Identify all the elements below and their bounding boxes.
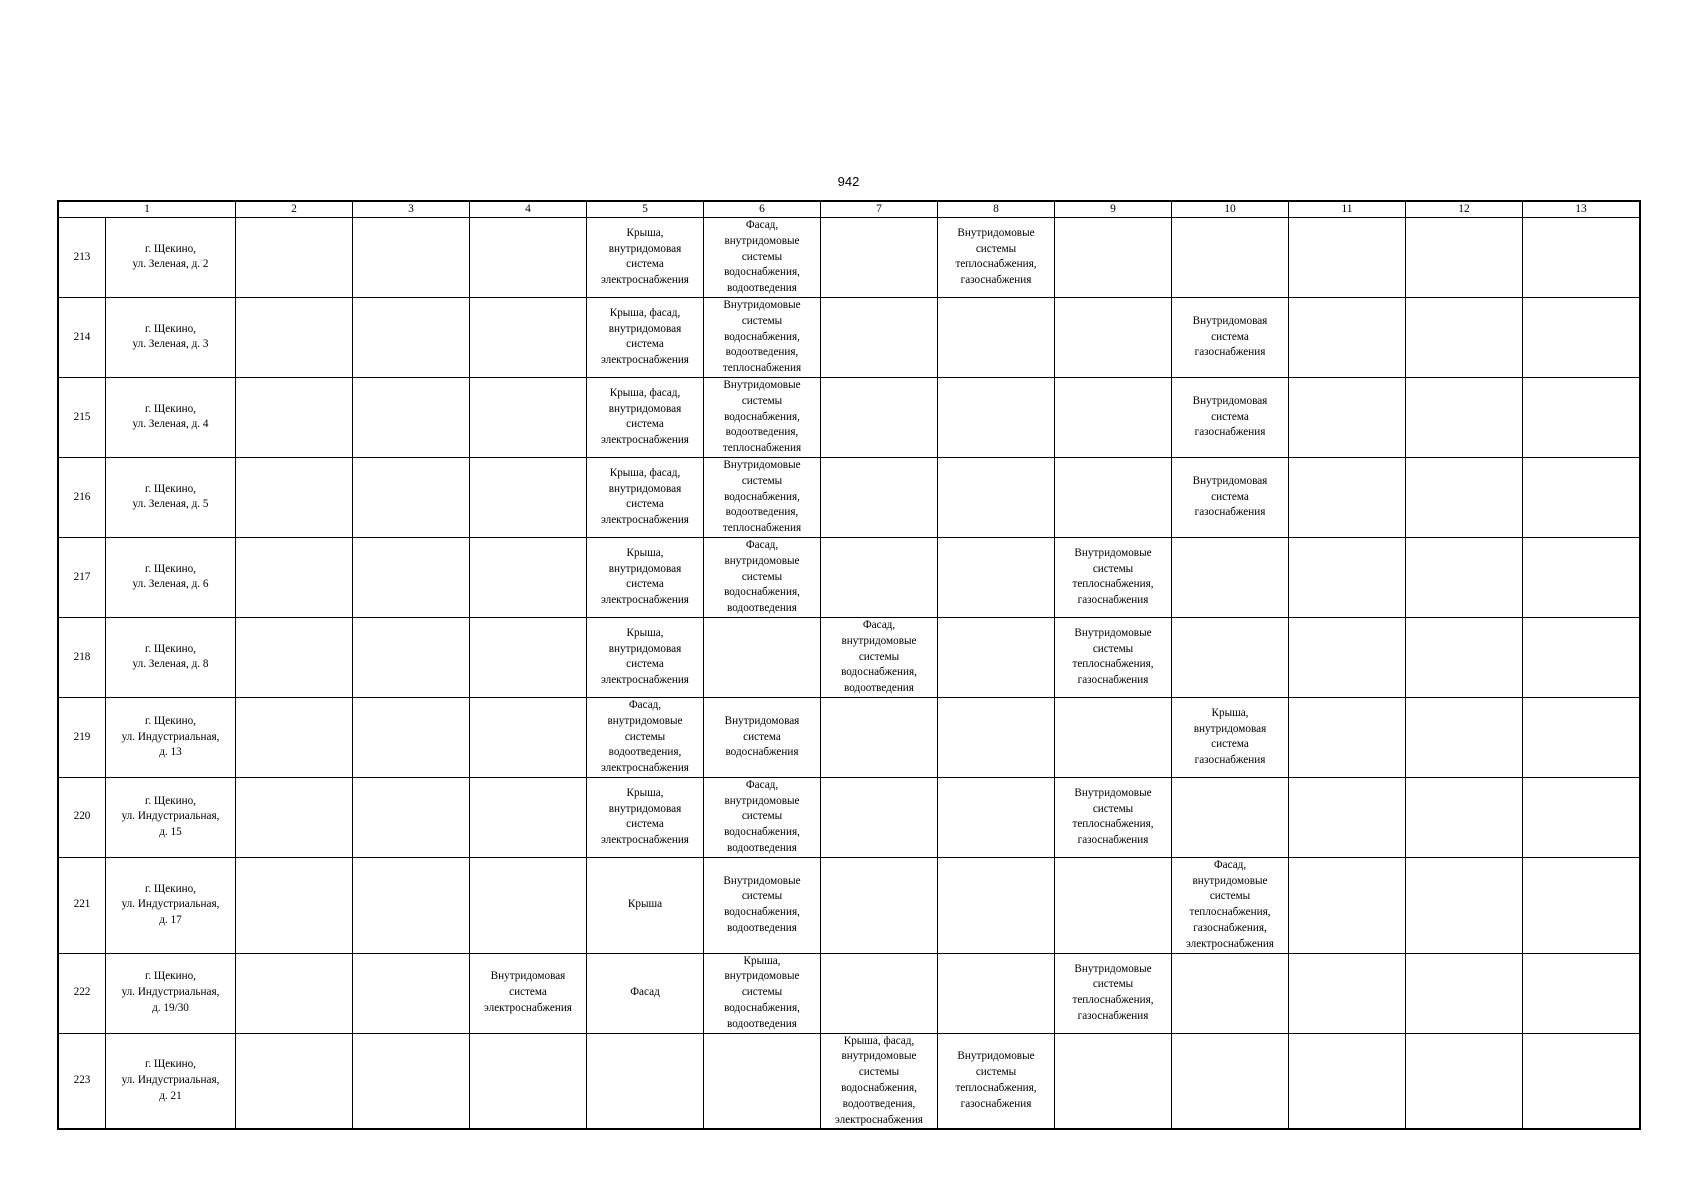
table-row	[59, 953, 1640, 1033]
work-cell-col-2	[236, 1033, 353, 1129]
row-number: 222	[59, 953, 106, 1033]
work-cell-col-8: Внутридомовые системы теплоснабжения, газоснабжения	[938, 1033, 1055, 1129]
work-cell-col-11	[1289, 218, 1406, 298]
table-row	[59, 777, 1640, 857]
work-cell-col-9	[1055, 297, 1172, 377]
work-cell-col-8	[938, 697, 1055, 777]
work-cell-col-4	[470, 617, 587, 697]
work-cell-col-11	[1289, 297, 1406, 377]
work-cell-col-10: Внутридомовая система газоснабжения	[1172, 377, 1289, 457]
work-cell-col-3	[353, 218, 470, 298]
column-number-row	[59, 202, 1640, 218]
work-cell-col-2	[236, 617, 353, 697]
column-header-10: 10	[1172, 202, 1289, 218]
address-cell: г. Щекино, ул. Зеленая, д. 3	[106, 297, 236, 377]
work-cell-col-4: Внутридомовая система электроснабжения	[470, 953, 587, 1033]
work-cell-col-11	[1289, 617, 1406, 697]
work-cell-col-4	[470, 218, 587, 298]
work-cell-col-3	[353, 953, 470, 1033]
column-header-2: 2	[236, 202, 353, 218]
address-cell: г. Щекино, ул. Индустриальная, д. 15	[106, 777, 236, 857]
work-cell-col-13	[1523, 1033, 1640, 1129]
work-cell-col-7	[821, 537, 938, 617]
work-cell-col-3	[353, 457, 470, 537]
work-cell-col-12	[1406, 857, 1523, 953]
column-header-13: 13	[1523, 202, 1640, 218]
work-cell-col-12	[1406, 697, 1523, 777]
work-cell-col-7	[821, 777, 938, 857]
work-cell-col-3	[353, 377, 470, 457]
address-cell: г. Щекино, ул. Зеленая, д. 5	[106, 457, 236, 537]
work-cell-col-5: Крыша, фасад, внутридомовая система электроснабжения	[587, 457, 704, 537]
work-cell-col-13	[1523, 777, 1640, 857]
work-cell-col-7	[821, 377, 938, 457]
address-cell: г. Щекино, ул. Зеленая, д. 2	[106, 218, 236, 298]
work-cell-col-10	[1172, 218, 1289, 298]
work-cell-col-5: Крыша, фасад, внутридомовая система электроснабжения	[587, 297, 704, 377]
address-cell: г. Щекино, ул. Индустриальная, д. 13	[106, 697, 236, 777]
work-cell-col-2	[236, 218, 353, 298]
work-cell-col-2	[236, 697, 353, 777]
work-cell-col-6: Внутридомовые системы водоснабжения, водоотведения	[704, 857, 821, 953]
work-cell-col-9: Внутридомовые системы теплоснабжения, газоснабжения	[1055, 777, 1172, 857]
work-cell-col-12	[1406, 537, 1523, 617]
column-header-3: 3	[353, 202, 470, 218]
work-cell-col-4	[470, 297, 587, 377]
column-header-7: 7	[821, 202, 938, 218]
table-row	[59, 697, 1640, 777]
work-cell-col-13	[1523, 218, 1640, 298]
work-cell-col-9: Внутридомовые системы теплоснабжения, газоснабжения	[1055, 953, 1172, 1033]
work-cell-col-13	[1523, 697, 1640, 777]
work-cell-col-13	[1523, 457, 1640, 537]
work-cell-col-12	[1406, 777, 1523, 857]
work-cell-col-9	[1055, 218, 1172, 298]
work-cell-col-3	[353, 777, 470, 857]
work-cell-col-12	[1406, 457, 1523, 537]
column-header-1: 1	[59, 202, 236, 218]
work-cell-col-9	[1055, 457, 1172, 537]
column-header-12: 12	[1406, 202, 1523, 218]
address-cell: г. Щекино, ул. Зеленая, д. 4	[106, 377, 236, 457]
work-cell-col-4	[470, 377, 587, 457]
work-cell-col-2	[236, 377, 353, 457]
work-cell-col-6	[704, 1033, 821, 1129]
work-cell-col-10: Внутридомовая система газоснабжения	[1172, 457, 1289, 537]
work-cell-col-4	[470, 777, 587, 857]
work-cell-col-5: Крыша, внутридомовая система электроснабжения	[587, 777, 704, 857]
work-cell-col-13	[1523, 953, 1640, 1033]
row-number: 213	[59, 218, 106, 298]
work-cell-col-9	[1055, 857, 1172, 953]
work-cell-col-5: Крыша, внутридомовая система электроснабжения	[587, 218, 704, 298]
work-cell-col-12	[1406, 297, 1523, 377]
work-cell-col-10	[1172, 1033, 1289, 1129]
repair-schedule-table	[58, 201, 1640, 1129]
work-cell-col-11	[1289, 537, 1406, 617]
work-cell-col-11	[1289, 953, 1406, 1033]
work-cell-col-10: Фасад, внутридомовые системы теплоснабжения, газоснабжения, электроснабжения	[1172, 857, 1289, 953]
work-cell-col-7: Фасад, внутридомовые системы водоснабжения, водоотведения	[821, 617, 938, 697]
work-cell-col-7	[821, 697, 938, 777]
work-cell-col-5: Крыша, внутридомовая система электроснабжения	[587, 537, 704, 617]
work-cell-col-8	[938, 857, 1055, 953]
work-cell-col-9: Внутридомовые системы теплоснабжения, газоснабжения	[1055, 617, 1172, 697]
work-cell-col-5: Крыша, фасад, внутридомовая система электроснабжения	[587, 377, 704, 457]
work-cell-col-3	[353, 697, 470, 777]
row-number: 216	[59, 457, 106, 537]
work-cell-col-7: Крыша, фасад, внутридомовые системы водоснабжения, водоотведения, электроснабжения	[821, 1033, 938, 1129]
work-cell-col-5	[587, 1033, 704, 1129]
work-cell-col-3	[353, 537, 470, 617]
work-cell-col-9	[1055, 1033, 1172, 1129]
address-cell: г. Щекино, ул. Индустриальная, д. 17	[106, 857, 236, 953]
table-row	[59, 377, 1640, 457]
row-number: 214	[59, 297, 106, 377]
work-cell-col-11	[1289, 857, 1406, 953]
work-cell-col-2	[236, 777, 353, 857]
page-number: 942	[837, 174, 860, 189]
row-number: 219	[59, 697, 106, 777]
work-cell-col-13	[1523, 377, 1640, 457]
table-row	[59, 218, 1640, 298]
work-cell-col-13	[1523, 857, 1640, 953]
table-row	[59, 1033, 1640, 1129]
column-header-11: 11	[1289, 202, 1406, 218]
row-number: 221	[59, 857, 106, 953]
work-cell-col-7	[821, 857, 938, 953]
work-cell-col-10: Крыша, внутридомовая система газоснабжения	[1172, 697, 1289, 777]
work-cell-col-6: Фасад, внутридомовые системы водоснабжения, водоотведения	[704, 218, 821, 298]
work-cell-col-12	[1406, 1033, 1523, 1129]
row-number: 223	[59, 1033, 106, 1129]
address-cell: г. Щекино, ул. Индустриальная, д. 19/30	[106, 953, 236, 1033]
work-cell-col-7	[821, 457, 938, 537]
work-cell-col-11	[1289, 1033, 1406, 1129]
work-cell-col-3	[353, 857, 470, 953]
row-number: 215	[59, 377, 106, 457]
address-cell: г. Щекино, ул. Зеленая, д. 6	[106, 537, 236, 617]
work-cell-col-8	[938, 297, 1055, 377]
work-cell-col-10	[1172, 537, 1289, 617]
work-cell-col-10	[1172, 617, 1289, 697]
work-cell-col-9	[1055, 377, 1172, 457]
table-body	[59, 202, 1640, 1129]
work-cell-col-7	[821, 297, 938, 377]
work-cell-col-13	[1523, 297, 1640, 377]
work-cell-col-2	[236, 857, 353, 953]
work-cell-col-12	[1406, 953, 1523, 1033]
work-cell-col-8	[938, 617, 1055, 697]
work-cell-col-6: Крыша, внутридомовые системы водоснабжения, водоотведения	[704, 953, 821, 1033]
work-cell-col-2	[236, 953, 353, 1033]
work-cell-col-10	[1172, 953, 1289, 1033]
column-header-9: 9	[1055, 202, 1172, 218]
work-cell-col-8: Внутридомовые системы теплоснабжения, газоснабжения	[938, 218, 1055, 298]
work-cell-col-7	[821, 953, 938, 1033]
work-cell-col-8	[938, 953, 1055, 1033]
address-cell: г. Щекино, ул. Индустриальная, д. 21	[106, 1033, 236, 1129]
work-cell-col-4	[470, 697, 587, 777]
work-cell-col-12	[1406, 377, 1523, 457]
row-number: 218	[59, 617, 106, 697]
work-cell-col-9: Внутридомовые системы теплоснабжения, газоснабжения	[1055, 537, 1172, 617]
work-cell-col-8	[938, 537, 1055, 617]
table-row	[59, 617, 1640, 697]
work-cell-col-11	[1289, 777, 1406, 857]
work-cell-col-2	[236, 537, 353, 617]
work-cell-col-4	[470, 1033, 587, 1129]
work-cell-col-5: Фасад, внутридомовые системы водоотведения, электроснабжения	[587, 697, 704, 777]
column-header-4: 4	[470, 202, 587, 218]
address-cell: г. Щекино, ул. Зеленая, д. 8	[106, 617, 236, 697]
work-cell-col-2	[236, 297, 353, 377]
work-cell-col-12	[1406, 617, 1523, 697]
work-cell-col-6: Внутридомовые системы водоснабжения, водоотведения, теплоснабжения	[704, 297, 821, 377]
work-cell-col-6: Внутридомовая система водоснабжения	[704, 697, 821, 777]
work-cell-col-3	[353, 297, 470, 377]
work-cell-col-4	[470, 537, 587, 617]
work-cell-col-8	[938, 777, 1055, 857]
work-cell-col-11	[1289, 697, 1406, 777]
work-cell-col-6: Внутридомовые системы водоснабжения, водоотведения, теплоснабжения	[704, 377, 821, 457]
table-row	[59, 537, 1640, 617]
work-cell-col-3	[353, 617, 470, 697]
work-cell-col-6: Фасад, внутридомовые системы водоснабжения, водоотведения	[704, 777, 821, 857]
column-header-5: 5	[587, 202, 704, 218]
table-row	[59, 857, 1640, 953]
row-number: 220	[59, 777, 106, 857]
work-cell-col-6: Внутридомовые системы водоснабжения, водоотведения, теплоснабжения	[704, 457, 821, 537]
work-cell-col-9	[1055, 697, 1172, 777]
work-cell-col-11	[1289, 457, 1406, 537]
work-cell-col-8	[938, 457, 1055, 537]
work-cell-col-7	[821, 218, 938, 298]
column-header-8: 8	[938, 202, 1055, 218]
work-cell-col-4	[470, 457, 587, 537]
row-number: 217	[59, 537, 106, 617]
work-cell-col-11	[1289, 377, 1406, 457]
work-cell-col-5: Фасад	[587, 953, 704, 1033]
work-cell-col-13	[1523, 617, 1640, 697]
work-cell-col-8	[938, 377, 1055, 457]
work-cell-col-10	[1172, 777, 1289, 857]
work-cell-col-6: Фасад, внутридомовые системы водоснабжения, водоотведения	[704, 537, 821, 617]
work-cell-col-5: Крыша	[587, 857, 704, 953]
work-cell-col-13	[1523, 537, 1640, 617]
table-row	[59, 457, 1640, 537]
work-cell-col-12	[1406, 218, 1523, 298]
work-cell-col-4	[470, 857, 587, 953]
work-cell-col-6	[704, 617, 821, 697]
work-cell-col-2	[236, 457, 353, 537]
work-cell-col-10: Внутридомовая система газоснабжения	[1172, 297, 1289, 377]
work-cell-col-3	[353, 1033, 470, 1129]
table-row	[59, 297, 1640, 377]
column-header-6: 6	[704, 202, 821, 218]
work-cell-col-5: Крыша, внутридомовая система электроснабжения	[587, 617, 704, 697]
